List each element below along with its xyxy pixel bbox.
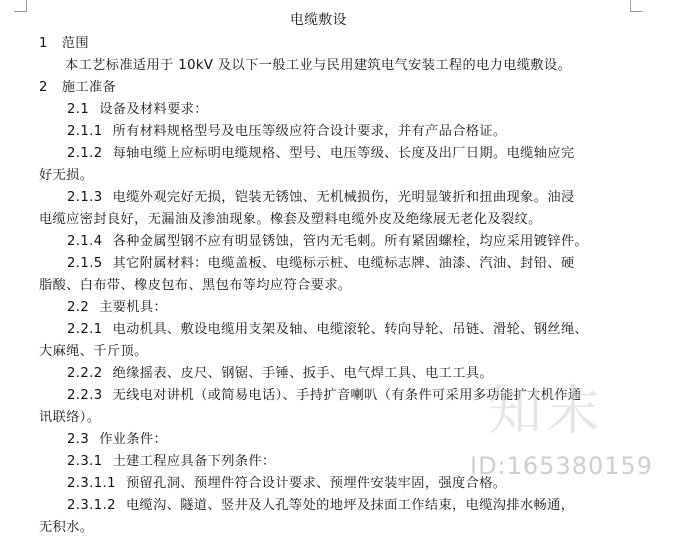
clause-number: 2.1 <box>67 102 90 117</box>
heading-1 <box>39 33 89 55</box>
clause-number: 2.1.1 <box>67 124 103 139</box>
clause-text: 每轴电缆上应标明电缆规格、型号、电压等级、长度及出厂日期。电缆轴应完 <box>112 146 575 161</box>
clause-number: 2.3.1 <box>67 454 103 469</box>
heading-2 <box>39 77 116 99</box>
watermark-id: ID:165380159 <box>470 452 654 480</box>
clause-number: 2.3 <box>67 432 90 447</box>
clause-text: 各种金属型钢不应有明显锈蚀，管内无毛刺。所有紧固螺栓，均应采用镀锌件。 <box>112 234 589 249</box>
clause-continuation: 脂酸、白布带、橡皮包布、黑包布等均应符合要求。 <box>39 278 352 293</box>
heading-text: 范围 <box>61 36 89 51</box>
clause-text: 主要机具： <box>99 300 168 315</box>
clause-text: 绝缘摇表、皮尺、钢锯、手锤、扳手、电气焊工具、电工工具。 <box>112 366 494 381</box>
clause-2-1-5 <box>67 253 575 275</box>
clause-number: 2.1.5 <box>67 256 103 271</box>
subheading-2-3 <box>67 429 167 451</box>
clause-text: 其它附属材料：电缆盖板、电缆标示桩、电缆标志牌、油漆、汽油、封铅、硬 <box>112 256 575 271</box>
clause-2-1-4 <box>67 231 588 253</box>
subheading-2-1 <box>67 99 208 121</box>
clause-number: 2.2 <box>67 300 90 315</box>
clause-2-1-1 <box>67 121 507 143</box>
clause-number: 2.2.2 <box>67 366 103 381</box>
clause-continuation: 大麻绳、千斤顶。 <box>39 344 148 359</box>
page-corner-mark-left <box>14 0 27 12</box>
clause-number: 2.3.1.2 <box>67 498 116 513</box>
clause-text: 所有材料规格型号及电压等级应符合设计要求，并有产品合格证。 <box>112 124 507 139</box>
clause-2-1-3 <box>67 187 575 209</box>
clause-text: 电动机具、敷设电缆用支架及轴、电缆滚轮、转向导轮、吊链、滑轮、钢丝绳、 <box>112 322 589 337</box>
clause-text: 电缆外观完好无损，铠装无锈蚀、无机械损伤，光明显皱折和扭曲现象。油浸 <box>112 190 575 205</box>
document-title: 电缆敷设 <box>290 12 347 28</box>
clause-number: 2.2.3 <box>67 388 103 403</box>
clause-text: 无线电对讲机（或简易电话）、手持扩音喇叭（有条件可采用多功能扩大机作通 <box>112 388 582 403</box>
subheading-2-2 <box>67 297 167 319</box>
clause-continuation: 无积水。 <box>39 520 94 535</box>
clause-continuation: 讯联络）。 <box>39 410 101 425</box>
clause-text: 电缆沟、隧道、竖井及人孔等处的地坪及抹面工作结束，电缆沟排水畅通， <box>125 498 575 513</box>
clause-text: 作业条件： <box>99 432 168 447</box>
clause-text: 土建工程应具备下列条件： <box>112 454 276 469</box>
clause-2-1-2 <box>67 143 575 165</box>
clause-number: 2.3.1.1 <box>67 476 116 491</box>
watermark-logo: 知末 <box>488 379 604 442</box>
clause-text: 预留孔洞、预埋件符合设计要求、预埋件安装牢固，强度合格。 <box>125 476 507 491</box>
clause-2-3-1-2 <box>67 495 574 517</box>
clause-number: 2.1.2 <box>67 146 103 161</box>
heading-text: 施工准备 <box>61 80 117 95</box>
clause-2-3-1-1 <box>67 473 506 495</box>
clause-text: 设备及材料要求： <box>99 102 208 117</box>
clause-continuation: 好无损。 <box>39 168 94 183</box>
page-corner-mark-right <box>630 0 643 12</box>
clause-number: 2.1.3 <box>67 190 103 205</box>
heading-number: 2 <box>39 80 48 95</box>
clause-number: 2.1.4 <box>67 234 103 249</box>
clause-continuation: 电缆应密封良好，无漏油及渗油现象。橡套及塑料电缆外皮及绝缘展无老化及裂纹。 <box>39 212 542 227</box>
paragraph: 本工艺标准适用于 10kV 及以下一般工业与民用建筑电气安装工程的电力电缆敷设。 <box>65 58 572 73</box>
clause-2-2-1 <box>67 319 588 341</box>
clause-2-3-1 <box>67 451 276 473</box>
heading-number: 1 <box>39 36 48 51</box>
clause-number: 2.2.1 <box>67 322 103 337</box>
clause-2-2-2 <box>67 363 493 385</box>
